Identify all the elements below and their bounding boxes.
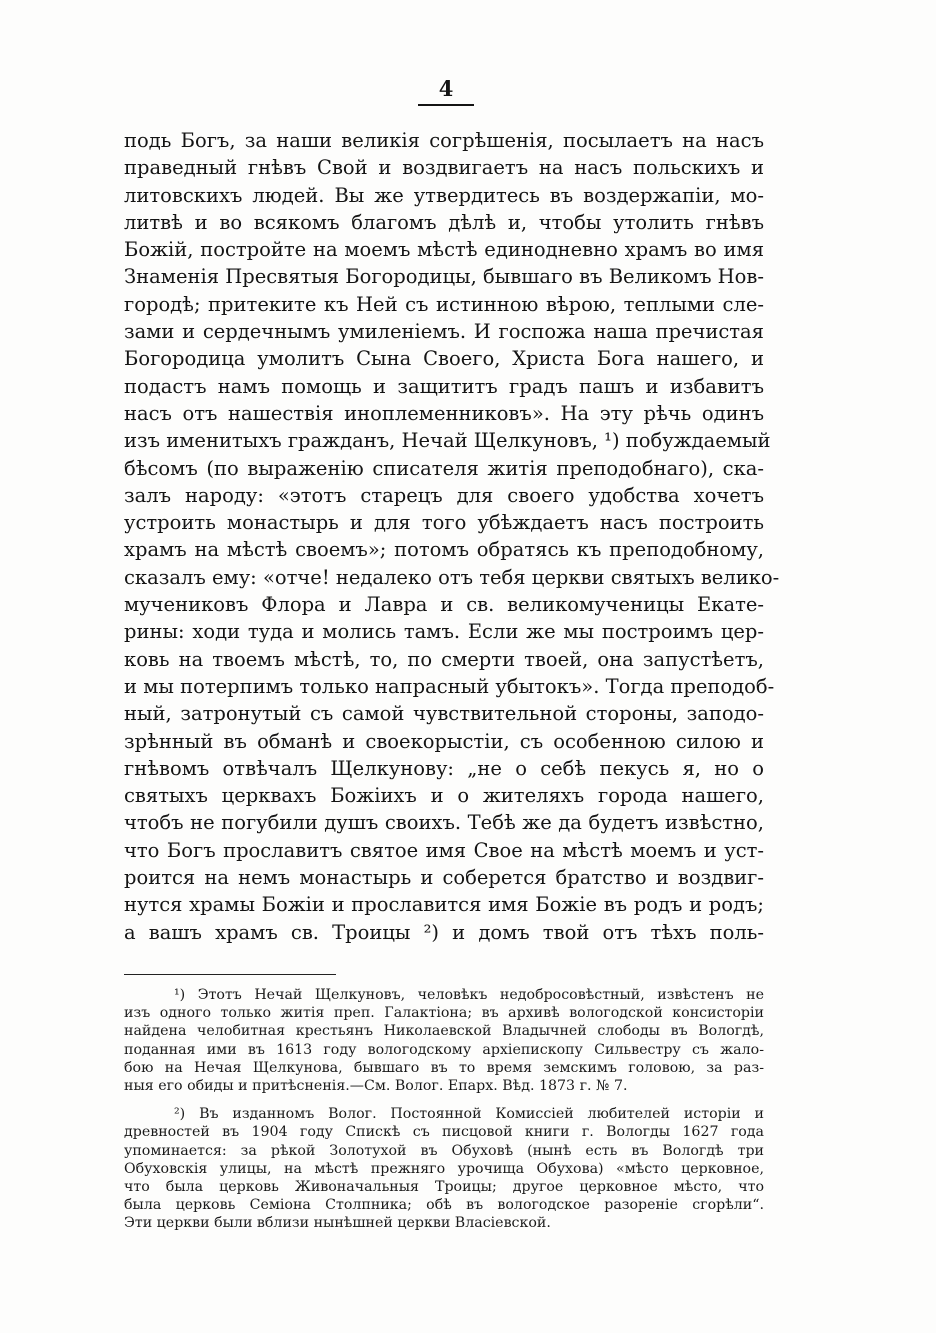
text-line: зами и сердечнымъ умиленіемъ. И госпожа наша пречистая (124, 320, 764, 344)
text-line: ковь на твоемъ мѣстѣ, то, по смерти твоей, она запустѣетъ, (124, 647, 764, 671)
text-line: городѣ; притеките къ Ней съ истинною вѣрою, теплыми сле- (124, 292, 764, 316)
footnote-2 (124, 1105, 764, 1232)
footnote-line: Эти церкви были вблизи нынѣшней церкви Власіевской. (124, 1215, 551, 1232)
footnote-line: ныя его обиды и притѣсненія.—См. Волог. Епарх. Вѣд. 1873 г. № 7. (124, 1077, 628, 1094)
footnote-line: Обуховскія улицы, на мѣстѣ прежняго урочища Обухова) «мѣсто церковное, (124, 1160, 764, 1177)
text-line: устроить монастырь и для того убѣждаетъ насъ построить (124, 511, 764, 535)
footnote-line: ²) Въ изданномъ Волог. Постоянной Комиссіей любителей исторіи и (174, 1106, 764, 1123)
main-text (124, 127, 780, 946)
text-line: Знаменія Пресвятыя Богородицы, бывшаго въ Великомъ Нов- (124, 265, 764, 289)
footnote-line: бою на Нечая Щелкунова, бывшаго въ то время земскимъ головою, за раз- (124, 1059, 764, 1076)
text-line: рины: ходи туда и молись тамъ. Если же мы построимъ цер- (124, 620, 764, 644)
text-line: храмъ на мѣстѣ своемъ»; потомъ обратясь къ преподобному, (124, 538, 764, 562)
footnote-line: найдена челобитная крестьянъ Николаевской Владычней слободы въ Вологдѣ, (124, 1023, 764, 1040)
text-line: сказалъ ему: «отче! недалеко отъ тебя церкви святыхъ велико- (124, 565, 780, 589)
text-line: роится на немъ монастырь и соберется братство и воздвиг- (124, 866, 764, 890)
text-line: литвѣ и во всякомъ благомъ дѣлѣ и, чтобы утолить гнѣвъ (124, 210, 764, 234)
footnote-line: поданная ими въ 1613 году вологодскому архіепископу Сильвестру съ жало- (124, 1041, 764, 1058)
text-line: насъ отъ нашествія иноплеменниковъ». На эту рѣчь одинъ (124, 401, 764, 425)
text-line: Богородица умолитъ Сына Своего, Христа Бога нашего, и (124, 347, 764, 371)
footnote-separator (124, 974, 336, 975)
text-line: Божій, постройте на моемъ мѣстѣ единодневно храмъ во имя (124, 238, 764, 262)
text-line: подь Богъ, за наши великія согрѣшенія, посылаетъ на насъ (124, 129, 764, 152)
text-line: мучениковъ Флора и Лавра и св. великомученицы Екате- (124, 593, 764, 617)
text-line: зрѣнный въ обманѣ и своекорыстіи, съ особенною силою и (124, 729, 764, 753)
footnote-line: что была церковь Живоначальныя Троицы; другое церковное мѣсто, что (124, 1178, 764, 1195)
text-line: гнѣвомъ отвѣчалъ Щелкунову: „не о себѣ пекусь я, но о (124, 756, 764, 780)
text-line: подастъ намъ помощь и защититъ градъ пашъ и избавитъ (124, 374, 764, 398)
footnote-1 (124, 986, 764, 1095)
text-line: святыхъ церквахъ Божіихъ и о жителяхъ города нашего, (124, 784, 764, 808)
text-line: а вашъ храмъ св. Троицы ²) и домъ твой отъ тѣхъ поль- (124, 920, 764, 944)
footnote-line: ¹) Этотъ Нечай Щелкуновъ, человѣкъ недобросовѣстный, извѣстенъ не (174, 987, 764, 1003)
text-line: чтобъ не погубили душъ своихъ. Тебѣ же да будетъ извѣстно, (124, 811, 764, 835)
text-line: литовскихъ людей. Вы же утвердитесь въ воздержапіи, мо- (124, 183, 764, 207)
text-line: и мы потерпимъ только напрасный убытокъ». Тогда преподоб- (124, 674, 775, 698)
text-line: изъ именитыхъ гражданъ, Нечай Щелкуновъ, ¹) побуждаемый (124, 429, 771, 453)
footnote-line: упоминается: за рѣкой Золотухой въ Обуховѣ (нынѣ есть въ Вологдѣ три (124, 1142, 764, 1159)
footnote-gap (124, 1095, 764, 1105)
text-line: нутся храмы Божіи и прославится имя Божіе въ родъ и родъ; (124, 893, 764, 917)
text-line: залъ народу: «этотъ старецъ для своего удобства хочетъ (124, 483, 764, 507)
footnotes (124, 986, 764, 1232)
text-line: бѣсомъ (по выраженію списателя житія преподобнаго), ска- (124, 456, 764, 480)
page-number: 4 (418, 76, 474, 106)
footnote-line: изъ одного только житія преп. Галактіона; въ архивѣ вологодской консисторіи (124, 1005, 764, 1022)
footnote-line: была церковь Семіона Столпника; обѣ въ вологодское разореніе сгорѣли“. (124, 1197, 764, 1214)
text-line: ный, затронутый съ самой чувствительной стороны, заподо- (124, 702, 764, 726)
text-line: что Богъ прославитъ святое имя Свое на мѣстѣ моемъ и уст- (124, 838, 764, 862)
text-line: праведный гнѣвъ Свой и воздвигаетъ на насъ польскихъ и (124, 156, 764, 180)
footnote-line: древностей въ 1904 году Спискѣ съ писцовой книги г. Вологды 1627 года (124, 1124, 764, 1141)
